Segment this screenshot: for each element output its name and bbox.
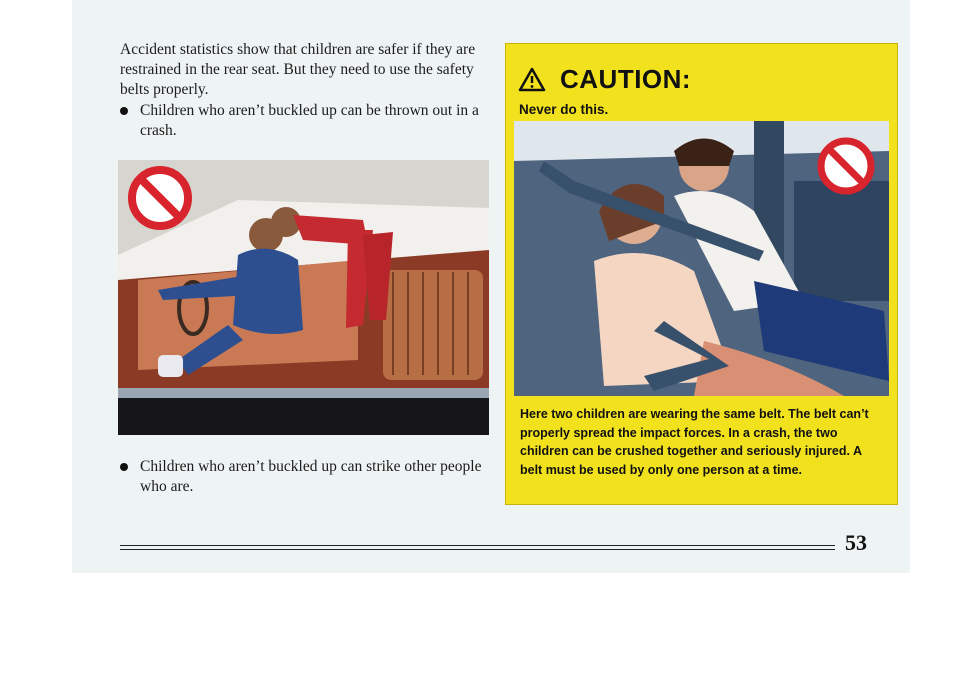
bullet-dot xyxy=(120,107,128,115)
intro-paragraph: Accident statistics show that children are safer if they are restrained in the rear seat. But they need to use the safety belts properly. xyxy=(120,41,476,98)
caution-heading xyxy=(518,64,691,95)
bullet-text: Children who aren’t buckled up can be thrown out in a crash. xyxy=(140,102,479,139)
caution-title: CAUTION: xyxy=(560,64,692,94)
bullet-strike-others xyxy=(120,457,490,497)
bullet-thrown-out xyxy=(120,101,490,141)
illustration-unbuckled-children xyxy=(118,160,489,435)
page-number: 53 xyxy=(845,530,867,555)
prohibited-sign-icon xyxy=(132,170,188,226)
bullet-dot xyxy=(120,463,128,471)
footer-rule xyxy=(120,545,835,550)
warning-triangle-icon xyxy=(518,67,546,92)
caution-box xyxy=(505,43,898,505)
caution-subtitle: Never do this. xyxy=(519,102,609,117)
caution-body: Here two children are wearing the same belt. The belt can’t properly spread the impact forces. In a crash, the two children can be crushed together and seriously injured. A belt must be used by only one person at a time. xyxy=(520,407,869,477)
prohibited-sign-icon xyxy=(821,141,871,191)
illustration-shared-belt xyxy=(514,121,889,396)
bullet-text: Children who aren’t buckled up can strike other people who are. xyxy=(140,458,482,495)
